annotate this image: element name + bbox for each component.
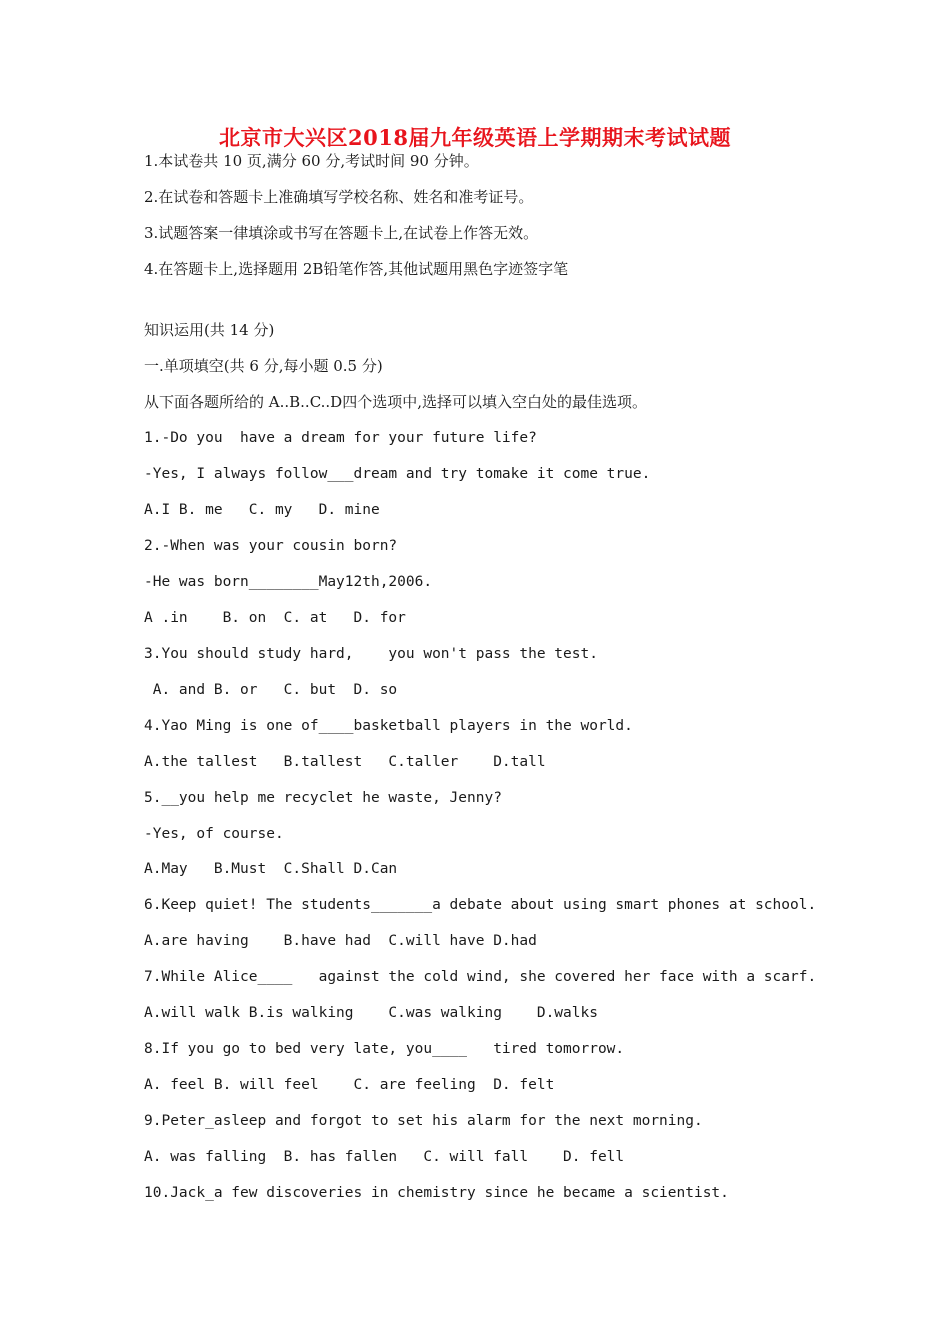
question-line: 9.Peter_asleep and forgot to set his alarm for the next morning. bbox=[144, 1113, 703, 1129]
question-line: 3.You should study hard, you won't pass the test. bbox=[144, 646, 598, 662]
question-line: 1.-Do you have a dream for your future life? bbox=[144, 430, 537, 446]
instruction-4: 4.在答题卡上,选择题用 2B铅笔作答,其他试题用黑色字迹签字笔 bbox=[144, 260, 569, 278]
question-line: 10.Jack_a few discoveries in chemistry since he became a scientist. bbox=[144, 1185, 729, 1201]
instruction-2: 2.在试卷和答题卡上准确填写学校名称、姓名和准考证号。 bbox=[144, 188, 534, 206]
options-line: A.will walk B.is walking C.was walking D.walks bbox=[144, 1005, 598, 1021]
options-line: A .in B. on C. at D. for bbox=[144, 610, 406, 626]
options-line: A.I B. me C. my D. mine bbox=[144, 502, 380, 518]
question-line: 5.__you help me recyclet he waste, Jenny? bbox=[144, 790, 502, 806]
instruction-3: 3.试题答案一律填涂或书写在答题卡上,在试卷上作答无效。 bbox=[144, 224, 539, 242]
question-line: 7.While Alice____ against the cold wind, she covered her face with a scarf. bbox=[144, 969, 817, 985]
options-line: A.the tallest B.tallest C.taller D.tall bbox=[144, 754, 546, 770]
options-line: A.May B.Must C.Shall D.Can bbox=[144, 861, 398, 877]
page-title: 北京市大兴区2018届九年级英语上学期期末考试试题 bbox=[219, 125, 731, 150]
section-heading: 知识运用(共 14 分) bbox=[144, 321, 275, 339]
question-line: 2.-When was your cousin born? bbox=[144, 538, 398, 554]
question-line: 4.Yao Ming is one of____basketball players in the world. bbox=[144, 718, 633, 734]
question-line: -Yes, I always follow___dream and try tomake it come true. bbox=[144, 466, 651, 482]
options-line: A. and B. or C. but D. so bbox=[144, 682, 398, 698]
question-line: -Yes, of course. bbox=[144, 826, 284, 842]
question-line: 6.Keep quiet! The students_______a debate about using smart phones at school. bbox=[144, 897, 817, 913]
options-line: A.are having B.have had C.will have D.had bbox=[144, 933, 537, 949]
part-heading: 一.单项填空(共 6 分,每小题 0.5 分) bbox=[144, 357, 383, 375]
instruction-1: 1.本试卷共 10 页,满分 60 分,考试时间 90 分钟。 bbox=[144, 152, 479, 170]
directions: 从下面各题所给的 A..B..C..D四个选项中,选择可以填入空白处的最佳选项。 bbox=[144, 393, 647, 411]
options-line: A. feel B. will feel C. are feeling D. felt bbox=[144, 1077, 555, 1093]
question-line: -He was born________May12th,2006. bbox=[144, 574, 433, 590]
question-line: 8.If you go to bed very late, you____ tired tomorrow. bbox=[144, 1041, 625, 1057]
options-line: A. was falling B. has fallen C. will fall D. fell bbox=[144, 1149, 625, 1165]
